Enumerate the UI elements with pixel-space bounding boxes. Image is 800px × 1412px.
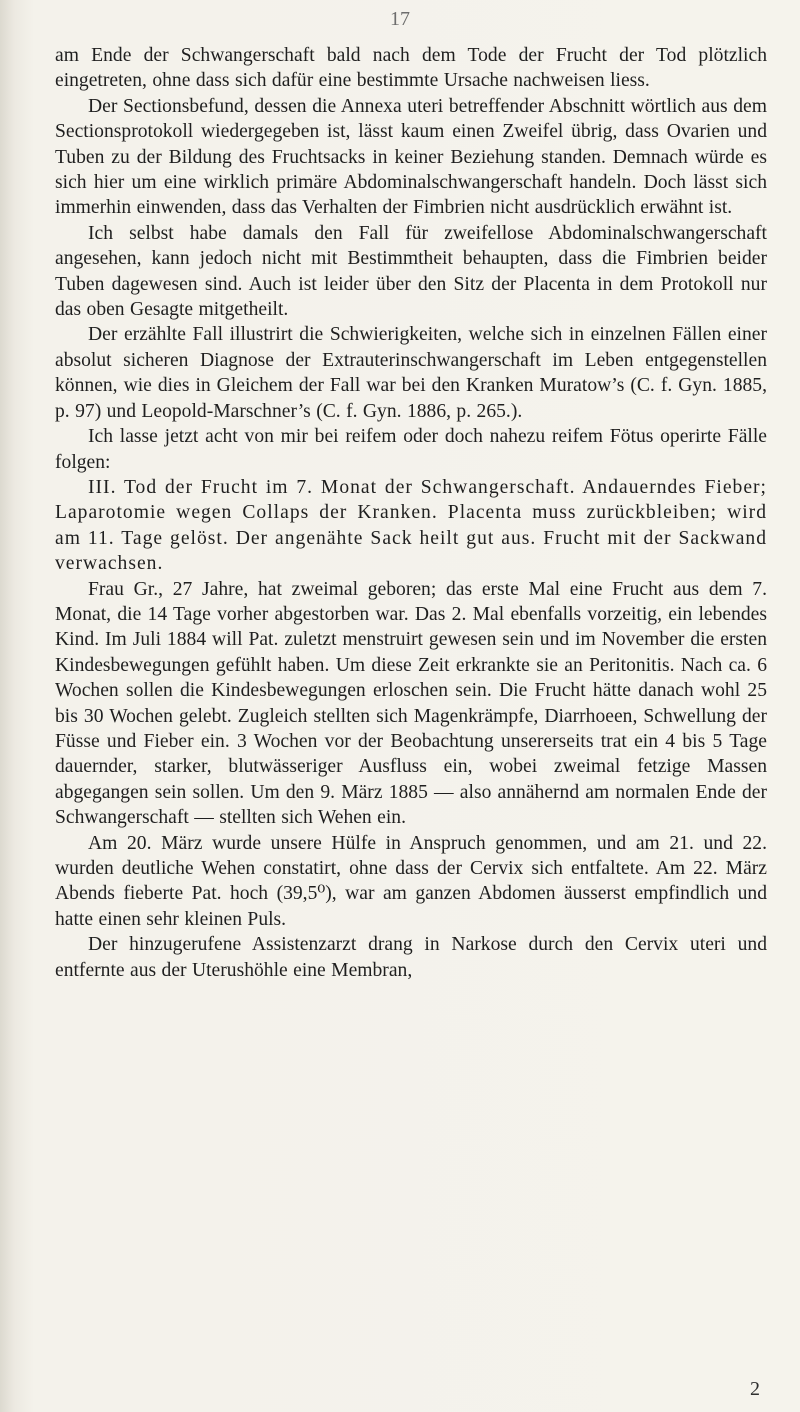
- signature-number: 2: [750, 1378, 760, 1400]
- case-heading: III. Tod der Frucht im 7. Monat der Schwangerschaft. Andauerndes Fieber; Laparotomie wegen Collaps der Kranken. Placenta muss zurückbleiben; wird am 11. Tage gelöst. Der angenähte Sack heilt gut aus. Frucht mit der Sackwand verwachsen.: [55, 476, 767, 575]
- sheet-signature: [0, 1378, 800, 1401]
- page-number: 17: [390, 8, 410, 30]
- paragraph-3: Ich selbst habe damals den Fall für zweifellose Abdominalschwangerschaft angesehen, kann jedoch nicht mit Bestimmtheit behaupten, dass die Fimbrien beider Tuben dagewesen sind. Auch ist leider über den Sitz der Placenta in dem Protokoll nur das oben Gesagte mitgetheilt.: [55, 222, 767, 321]
- paragraph-5: Ich lasse jetzt acht von mir bei reifem oder doch nahezu reifem Fötus operirte Fälle folgen:: [55, 426, 767, 473]
- body-text: [55, 43, 767, 983]
- paragraph-8: Am 20. März wurde unsere Hülfe in Anspruch genommen, und am 21. und 22. wurden deutliche Wehen constatirt, ohne dass der Cervix sich entfaltete. Am 22. März Abends fieberte Pat. hoch (39,5⁰), war am ganzen Abdomen äusserst empfindlich und hatte einen sehr kleinen Puls.: [55, 832, 767, 930]
- paragraph-7: Frau Gr., 27 Jahre, hat zweimal geboren; das erste Mal eine Frucht aus dem 7. Monat, die 14 Tage vorher abgestorben war. Das 2. Mal ebenfalls vorzeitig, ein lebendes Kind. Im Juli 1884 will Pat. zuletzt menstruirt gewesen sein und im November die ersten Kindesbewegungen gefühlt haben. Um diese Zeit erkrankte sie an Peritonitis. Nach ca. 6 Wochen sollen die Kindesbewegungen erloschen sein. Die Frucht hätte danach wohl 25 bis 30 Wochen gelebt. Zugleich stellten sich Magenkrämpfe, Diarrhoeen, Schwellung der Füsse und Fieber ein. 3 Wochen vor der Beobachtung unsererseits trat ein 4 bis 5 Tage dauernder, starker, blutwässeriger Ausfluss ein, wobei zweimal fetzige Massen abgegangen sein sollen. Um den 9. März 1885 — also annähernd am normalen Ende der Schwangerschaft — stellten sich Wehen ein.: [55, 578, 767, 829]
- paragraph-9: Der hinzugerufene Assistenzarzt drang in Narkose durch den Cervix uteri und entfernte aus der Uterushöhle eine Membran,: [55, 934, 767, 981]
- paragraph-4: Der erzählte Fall illustrirt die Schwierigkeiten, welche sich in einzelnen Fällen einer absolut sicheren Diagnose der Extrauterinschwangerschaft im Leben entgegenstellen können, wie dies in Gleichem der Fall war bei den Kranken Muratow’s (C. f. Gyn. 1885, p. 97) und Leopold-Marschner’s (C. f. Gyn. 1886, p. 265.).: [55, 324, 767, 422]
- paragraph-1: am Ende der Schwangerschaft bald nach dem Tode der Frucht der Tod plötzlich eingetreten, ohne dass sich dafür eine bestimmte Ursache nachweisen liess.: [55, 45, 767, 92]
- paragraph-2: Der Sectionsbefund, dessen die Annexa uteri betreffender Abschnitt wörtlich aus dem Sectionsprotokoll wiedergegeben ist, lässt kaum einen Zweifel übrig, dass Ovarien und Tuben zu der Bildung des Fruchtsacks in keiner Beziehung standen. Demnach würde es sich hier um eine wirklich primäre Abdominalschwangerschaft handeln. Doch lässt sich immerhin einwenden, dass das Verhalten der Fimbrien nicht ausdrücklich erwähnt ist.: [55, 95, 767, 219]
